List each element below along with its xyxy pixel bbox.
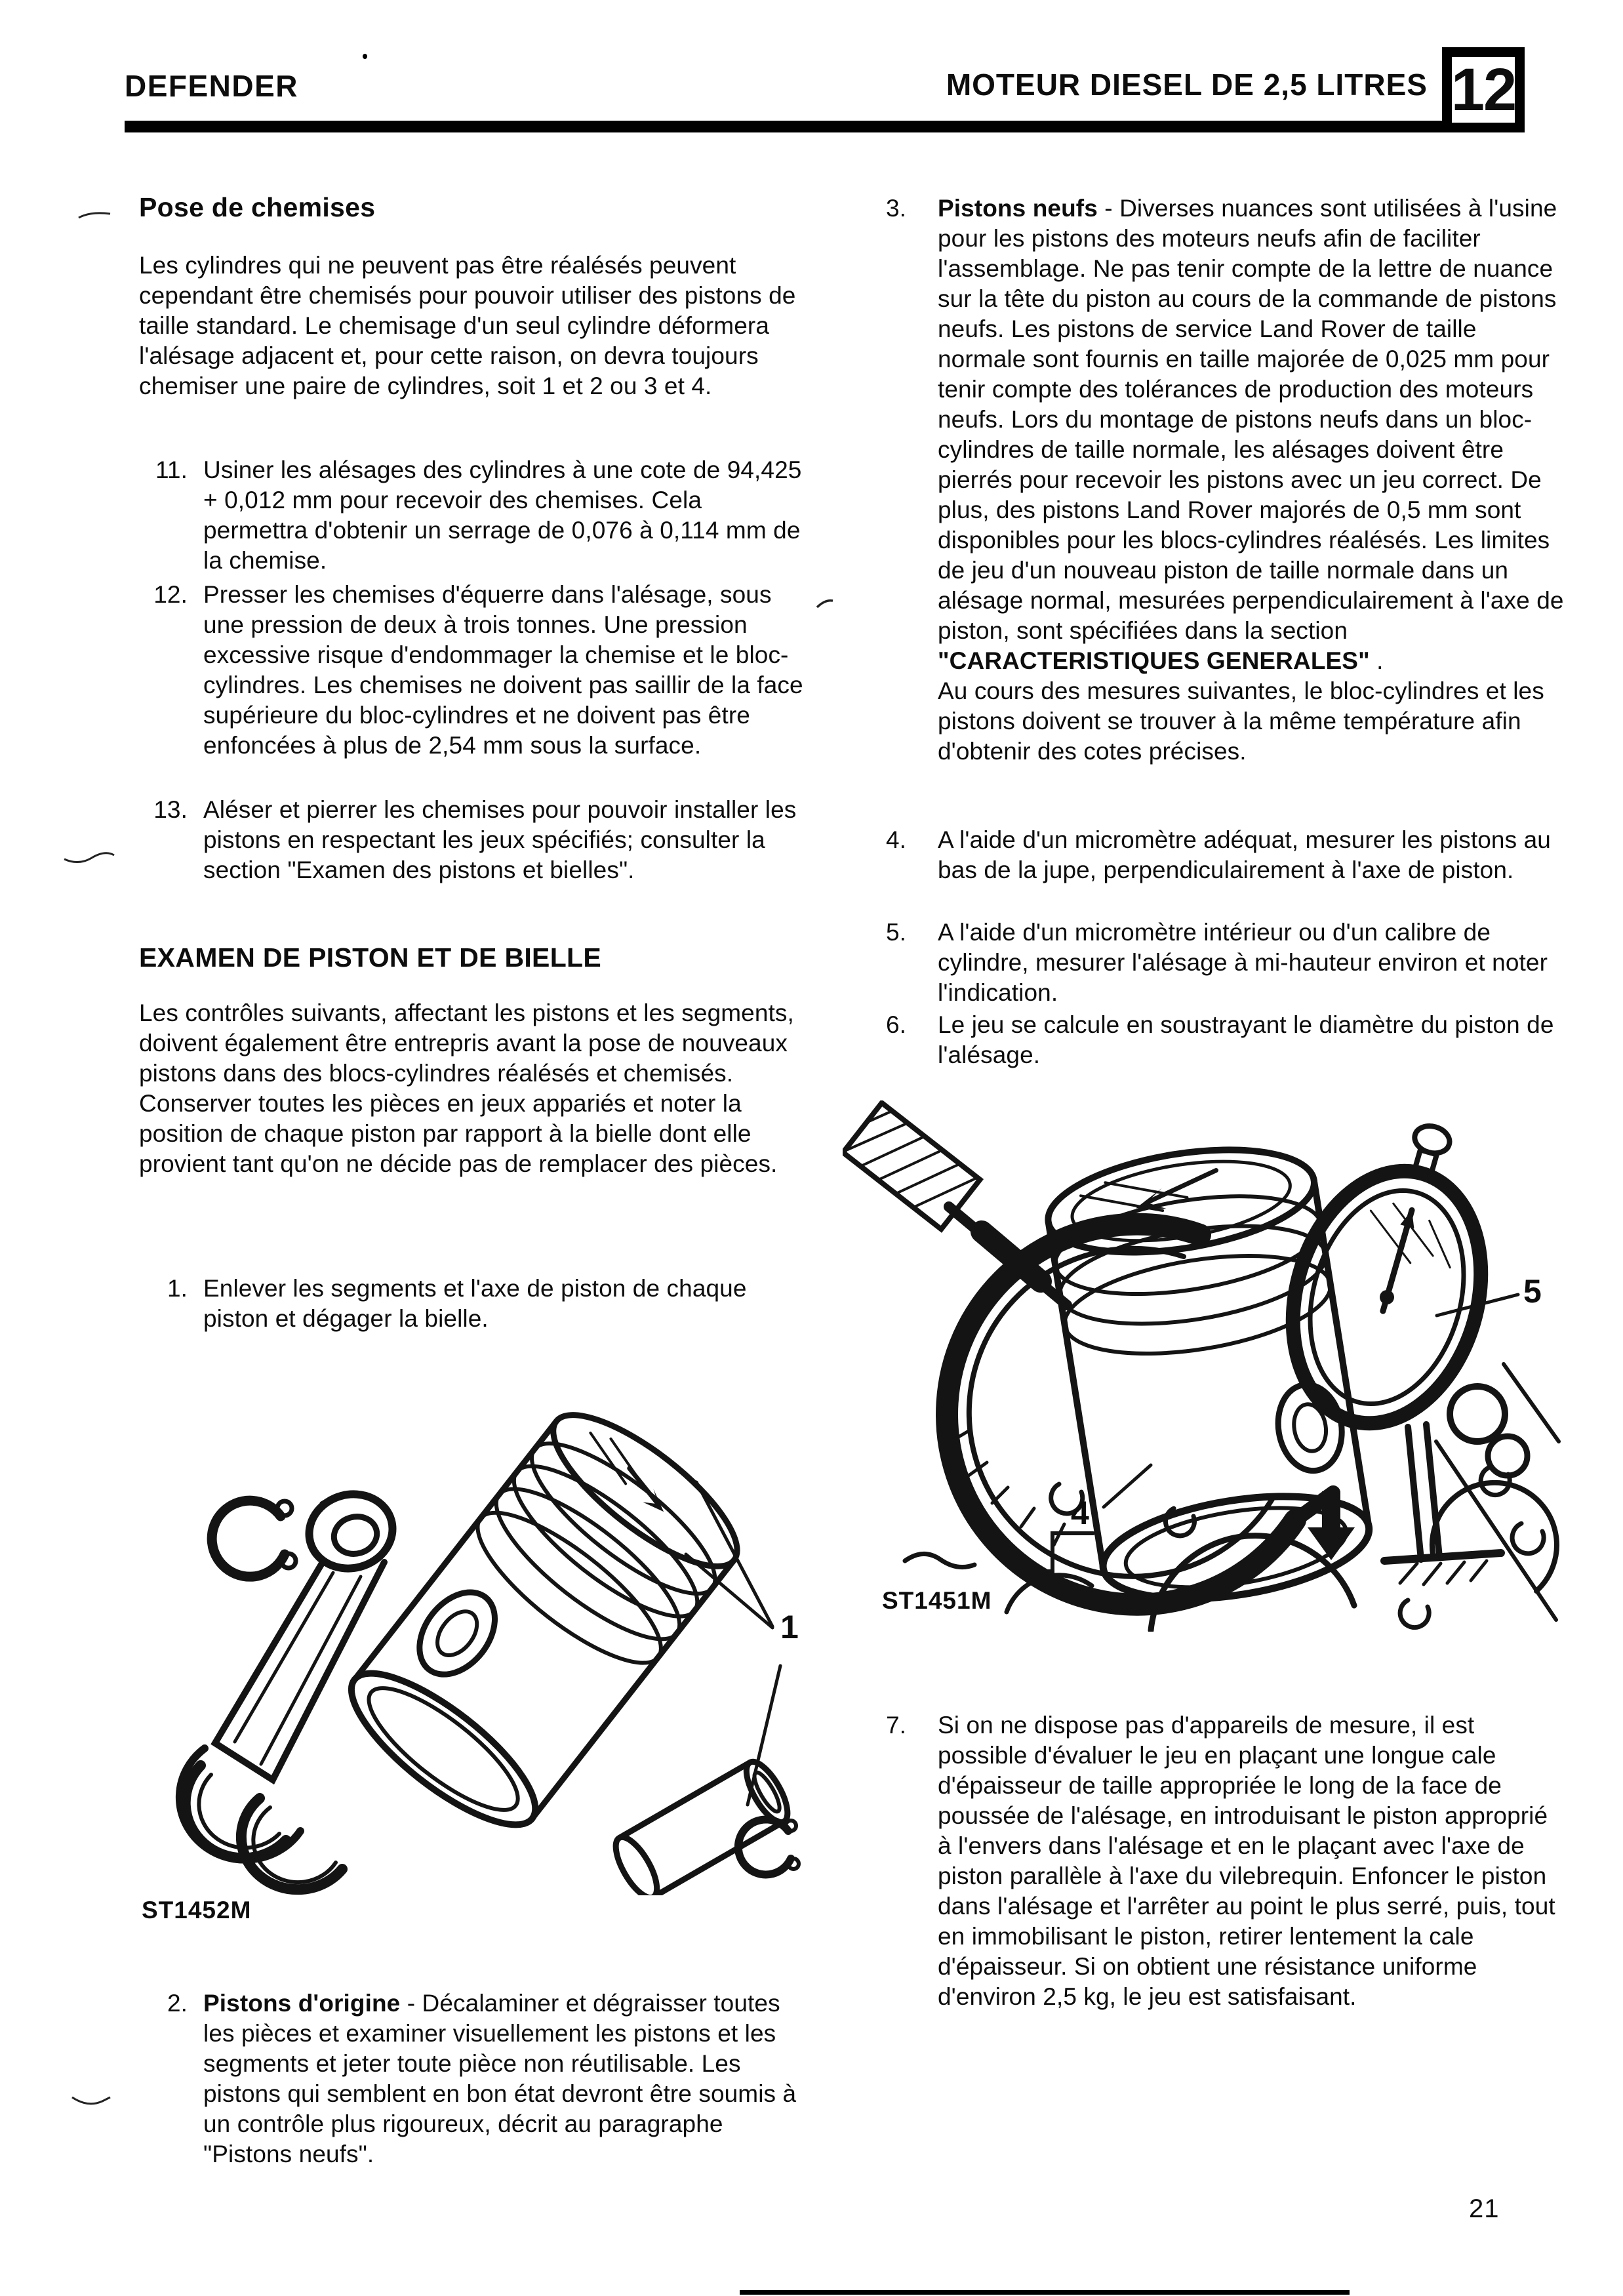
page-title-model: DEFENDER <box>125 69 299 103</box>
figure-measure-piston-st1451m <box>843 1100 1564 1632</box>
list-item-body: Diverses nuances sont utilisées à l'usine pour les pistons des moteurs neufs afin de faciliter l'assemblage. Ne pas tenir compte de la lettre de nuance sur la tête du piston au cours de la commande de pistons neufs. Les pistons de service Land Rover de taille normale sont fournis en taille majorée de 0,025 mm pour tenir compte des tolérances de production des moteurs neufs. Lors du montage de pistons neufs dans un bloc-cylindres de taille normale, les alésages doivent être pierrés pour recevoir les pistons avec un jeu correct. De plus, des pistons Land Rover majorés de 0,5 mm sont disponibles pour les blocs-cylindres réalésés. Les limites de jeu d'un nouveau piston de taille normale dans un alésage normal, mesurées perpendiculairement à l'axe de piston, sont spécifiées dans la section <box>938 195 1564 644</box>
micrometer-dial-gauge-illustration <box>843 1100 1564 1632</box>
list-item-6 <box>882 1010 1567 1070</box>
list-item-text <box>882 193 1567 767</box>
paragraph-controles: Les contrôles suivants, affectant les pistons et les segments, doivent également être entrepris avant la pose de nouveaux pistons dans des blocs-cylindres réalésés et chemisés. <box>139 999 794 1087</box>
scan-mark-left-top <box>77 210 111 222</box>
list-item-continuation: Au cours des mesures suivantes, le bloc-cylindres et les pistons doivent se trouver à la même température afin d'obtenir des cotes précises. <box>938 677 1544 765</box>
list-item-number: 4. <box>886 826 907 853</box>
page-title-section: MOTEUR DIESEL DE 2,5 LITRES <box>946 68 1428 102</box>
list-item-number: 1. <box>167 1275 188 1302</box>
list-item-7 <box>882 1710 1567 2012</box>
list-item-number: 5. <box>886 919 907 946</box>
list-item-5 <box>882 917 1567 1008</box>
scan-mark-left-middle <box>63 849 115 866</box>
section-number: 12 <box>1451 56 1516 123</box>
intro-paragraph: Les cylindres qui ne peuvent pas être réalésés peuvent cependant être chemisés pour pouvoir utiliser des pistons de taille standard. Le chemisage d'un seul cylindre déformera l'alésage adjacent et, pour cette raison, on devra toujours chemiser une paire de cylindres, soit 1 et 2 ou 3 et 4. <box>139 252 796 399</box>
figure1-label: ST1452M <box>142 1897 252 1923</box>
section-number-box <box>1442 47 1525 132</box>
list-item-11 <box>125 455 810 576</box>
paragraph-conserver: Conserver toutes les pièces en jeux appariés et noter la position de chaque piston par rapport à la bielle dont elle provient tant qu'on ne décide pas de remplacer des pièces. <box>139 1090 778 1177</box>
list-item-text <box>125 1988 810 2169</box>
list-item-4 <box>882 825 1567 885</box>
list-item-lead-bold: Pistons neufs <box>938 195 1098 222</box>
piston-rod-illustration <box>125 1344 820 1895</box>
list-item-number: 6. <box>886 1011 907 1038</box>
examen-paragraphs <box>139 998 824 1179</box>
list-item-text: Si on ne dispose pas d'appareils de mesure, il est possible d'évaluer le jeu en plaçant une longue cale d'épaisseur de taille appropriée le long de la face de poussée de l'alésage, en introduisant le piston approprié à l'envers dans l'alésage et en le plaçant avec l'axe de piston parallèle à l'axe du vilebrequin. Enfoncer le piston dans l'alésage et l'arrêter au point le plus serré, puis, tout en immobilisant le piston, retirer lentement la cale d'épaisseur. Si on obtient une résistance uniforme d'environ 2,5 kg, le jeu est satisfaisant. <box>938 1712 1555 2010</box>
list-item-text: Enlever les segments et l'axe de piston de chaque piston et dégager la bielle. <box>203 1275 747 1332</box>
list-item-3 <box>882 193 1567 767</box>
page-number: 21 <box>1469 2194 1500 2223</box>
list-item-separator: - <box>1097 195 1120 222</box>
figure-piston-rod-st1452m <box>125 1344 820 1935</box>
list-item-body: Décalaminer et dégraisser toutes les pièces et examiner visuellement les pistons et les segments et jeter toute pièce non réutilisable. Les pistons qui semblent en bon état devront être soumis à un contrôle plus rigoureux, décrit au paragraphe "Pistons neufs". <box>203 1990 797 2167</box>
heading-examen-piston-bielle: EXAMEN DE PISTON ET DE BIELLE <box>139 942 602 973</box>
figure2-callout-5: 5 <box>1523 1273 1542 1310</box>
list-item-inline-bold: "CARACTERISTIQUES GENERALES" <box>938 647 1370 674</box>
scan-mark-left-bottom <box>71 2093 111 2108</box>
list-item-number: 3. <box>886 195 907 222</box>
list-item-body-tail: . <box>1369 647 1384 674</box>
list-item-lead-bold: Pistons d'origine <box>203 1990 401 2017</box>
list-item-number: 2. <box>167 1990 188 2017</box>
scan-speck <box>363 54 367 59</box>
list-item-1 <box>125 1274 810 1334</box>
header-rule <box>125 121 1443 132</box>
list-item-text: Usiner les alésages des cylindres à une cote de 94,425 + 0,012 mm pour recevoir des chemises. Cela permettra d'obtenir un serrage de 0,076 à 0,114 mm de la chemise. <box>203 456 802 574</box>
heading-pose-de-chemises: Pose de chemises <box>139 192 376 222</box>
list-item-13 <box>125 795 810 885</box>
list-item-text: Presser les chemises d'équerre dans l'alésage, sous une pression de deux à trois tonnes. Une pression excessive risque d'endommager la chemise et le bloc-cylindres. Les chemises ne doivent pas saillir de la face supérieure du bloc-cylindres et ne doivent pas être enfoncées à plus de 2,54 mm sous la surface. <box>203 581 803 759</box>
list-item-text: Aléser et pierrer les chemises pour pouvoir installer les pistons en respectant les jeux spécifiés; consulter la section "Examen des pistons et bielles". <box>203 796 797 883</box>
figure2-callout-4: 4 <box>1071 1495 1089 1531</box>
figure2-label: ST1451M <box>882 1587 992 1614</box>
list-item-12 <box>125 580 810 761</box>
scan-mark-center <box>816 598 834 610</box>
list-item-number: 7. <box>886 1712 907 1739</box>
list-item-separator: - <box>400 1990 422 2017</box>
list-item-text: A l'aide d'un micromètre intérieur ou d'un calibre de cylindre, mesurer l'alésage à mi-hauteur environ et noter l'indication. <box>938 919 1548 1006</box>
list-item-number: 13. <box>153 796 188 823</box>
scan-bottom-line <box>740 2290 1350 2295</box>
figure1-callout-1: 1 <box>780 1609 799 1645</box>
list-item-text: A l'aide d'un micromètre adéquat, mesurer les pistons au bas de la jupe, perpendiculairement à l'axe de piston. <box>938 826 1551 883</box>
list-item-number: 12. <box>153 581 188 608</box>
list-item-number: 11. <box>155 456 188 483</box>
list-item-2 <box>125 1988 810 2169</box>
list-item-text: Le jeu se calcule en soustrayant le diamètre du piston de l'alésage. <box>938 1011 1554 1068</box>
